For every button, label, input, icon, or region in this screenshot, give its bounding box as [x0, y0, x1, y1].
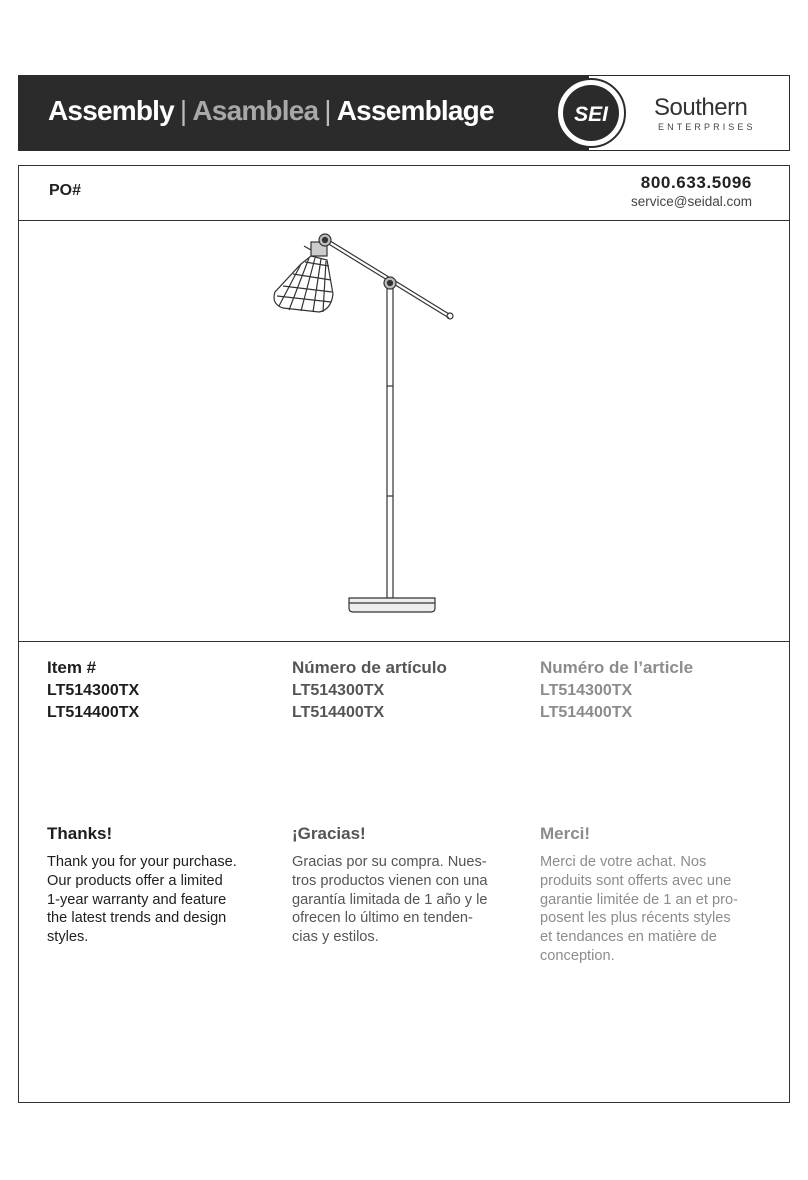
thanks-fr	[540, 824, 775, 966]
header-banner	[18, 75, 790, 151]
item-number-es	[292, 658, 522, 722]
thanks-heading-fr: Merci!	[540, 824, 591, 843]
thanks-es	[292, 824, 527, 947]
item-code: LT514300TX	[292, 682, 385, 699]
thanks-heading-es: ¡Gracias!	[292, 824, 366, 843]
text-line: tros productos vienen con una	[292, 872, 488, 889]
text-line: the latest trends and design	[47, 910, 227, 927]
item-heading-es: Número de artículo	[292, 658, 447, 677]
item-code: LT514300TX	[47, 682, 140, 699]
text-line: et tendances en matière de	[540, 929, 717, 946]
item-code: LT514300TX	[540, 682, 633, 699]
item-code: LT514400TX	[47, 704, 140, 721]
phone-number: 800.633.5096	[640, 173, 752, 192]
email-address: service@seidal.com	[631, 194, 752, 209]
brand-name: Southern	[654, 94, 748, 121]
item-code: LT514400TX	[292, 704, 385, 721]
title-separator: |	[179, 95, 187, 126]
text-line: cias y estilos.	[292, 929, 379, 946]
title-separator: |	[324, 95, 331, 126]
thanks-text-es	[292, 853, 527, 947]
page-title	[48, 95, 494, 127]
text-line: garantía limitada de 1 año y le	[292, 891, 488, 908]
text-line: Gracias por su compra. Nues-	[292, 854, 487, 870]
floor-lamp-illustration	[249, 228, 489, 623]
text-line: Our products offer a limited	[47, 872, 223, 889]
thanks-heading-en: Thanks!	[47, 824, 113, 843]
logo-text: SEI	[574, 103, 608, 126]
thanks-text-fr	[540, 853, 775, 966]
divider	[19, 220, 789, 221]
brand-subtitle: ENTERPRISES	[658, 122, 756, 132]
title-french: Assemblage	[336, 95, 494, 126]
item-heading-fr: Numéro de l’article	[540, 658, 694, 677]
text-line: styles.	[47, 929, 89, 946]
text-line: posent les plus récents styles	[540, 910, 731, 927]
item-heading-en: Item #	[47, 658, 97, 677]
divider	[19, 641, 789, 642]
item-number-fr	[540, 658, 770, 722]
item-code: LT514400TX	[540, 704, 633, 721]
text-line: Merci de votre achat. Nos	[540, 854, 707, 870]
text-line: garantie limitée de 1 an et pro-	[540, 891, 738, 908]
text-line: ofrecen lo último en tenden-	[292, 910, 473, 927]
thanks-en	[47, 824, 277, 947]
text-line: 1-year warranty and feature	[47, 891, 227, 908]
document-frame	[18, 165, 790, 1103]
item-number-en	[47, 658, 267, 722]
text-line: Thank you for your purchase.	[47, 854, 237, 870]
title-english: Assembly	[48, 95, 174, 126]
title-spanish: Asamblea	[192, 95, 319, 126]
sei-logo-icon	[555, 77, 627, 149]
thanks-text-en	[47, 853, 277, 947]
text-line: produits sont offerts avec une	[540, 872, 732, 889]
text-line: conception.	[540, 947, 615, 964]
po-label: PO#	[49, 182, 82, 199]
